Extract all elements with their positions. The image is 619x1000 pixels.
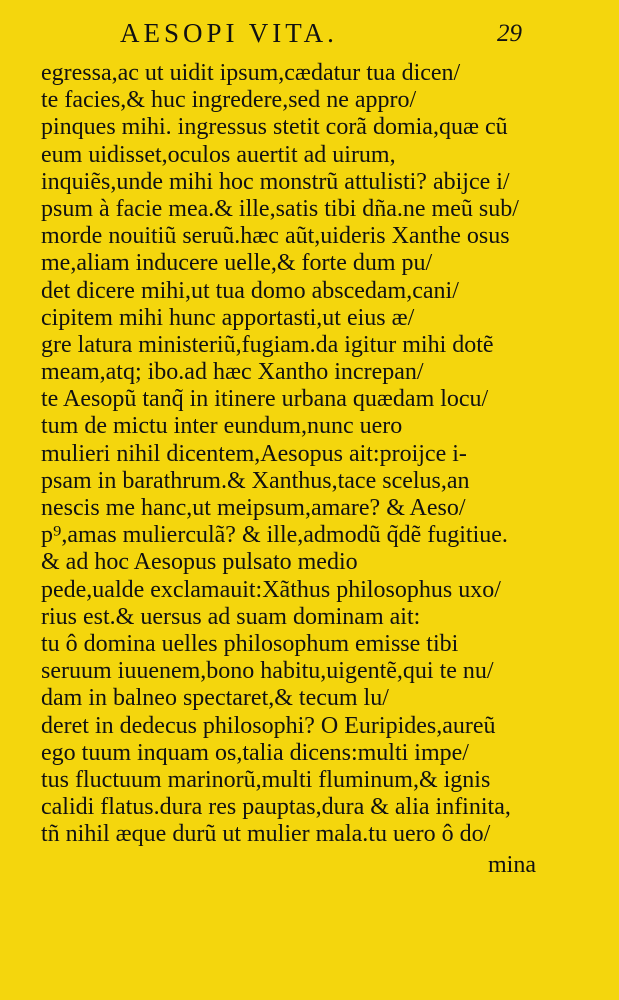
text-line-23: seruum iuuenem,bono habitu,uigentẽ,qui te nu/: [41, 658, 494, 685]
body-text: [41, 60, 561, 848]
text-line-18: p⁹,amas mulierculã? & ille,admodũ q̃dẽ fugitiue.: [41, 522, 508, 549]
running-head: AESOPI VITA.: [120, 18, 338, 48]
text-line-21: rius est.& uersus ad suam dominam ait:: [41, 603, 421, 630]
text-line-5: inquiẽs,unde mihi hoc monstrũ attulisti? abijce i/: [41, 168, 510, 195]
page-number: 29: [497, 20, 522, 47]
text-line-28: calidi flatus.dura res pauptas,dura & alia infinita,: [41, 794, 511, 821]
text-line-20: pede,ualde exclamauit:Xãthus philosophus uxo/: [41, 576, 501, 603]
text-line-7: morde nouitiũ seruũ.hæc aũt,uideris Xanthe osus: [41, 223, 510, 250]
text-line-11: gre latura ministeriũ,fugiam.da igitur mihi dotẽ: [41, 331, 494, 358]
text-line-16: psam in barathrum.& Xanthus,tace scelus,an: [41, 467, 470, 494]
text-line-1: egressa,ac ut uidit ipsum,cædatur tua dicen/: [41, 60, 461, 86]
text-line-24: dam in balneo spectaret,& tecum lu/: [41, 685, 389, 712]
catchword: mina: [488, 852, 536, 878]
text-line-15: mulieri nihil dicentem,Aesopus ait:proijce i-: [41, 440, 467, 467]
text-line-12: meam,atq; ibo.ad hæc Xantho increpan/: [41, 359, 424, 386]
text-line-22: tu ô domina uelles philosophum emisse tibi: [41, 630, 459, 657]
text-line-27: tus fluctuum marinorũ,multi fluminum,& ignis: [41, 766, 491, 793]
page-header: [0, 18, 619, 58]
text-line-8: me,aliam inducere uelle,& forte dum pu/: [41, 250, 433, 277]
text-line-17: nescis me hanc,ut meipsum,amare? & Aeso/: [41, 495, 466, 521]
text-line-19: & ad hoc Aesopus pulsato medio: [41, 549, 358, 576]
text-line-25: deret in dedecus philosophi? O Euripides,aureũ: [41, 712, 496, 739]
text-line-2: te facies,& huc ingredere,sed ne appro/: [41, 87, 417, 114]
text-line-26: ego tuum inquam os,talia dicens:multi impe/: [41, 739, 469, 766]
text-line-14: tum de mictu inter eundum,nunc uero: [41, 413, 403, 440]
text-line-4: eum uidisset,oculos auertit ad uirum,: [41, 141, 396, 168]
text-line-3: pinques mihi. ingressus stetit corã domia,quæ cũ: [41, 114, 508, 141]
text-line-13: te Aesopũ tanq̃ in itinere urbana quædam locu/: [41, 386, 489, 413]
text-line-29: tñ nihil æque durũ ut mulier mala.tu uero ô do/: [41, 821, 491, 848]
text-line-6: psum à facie mea.& ille,satis tibi dña.ne meũ sub/: [41, 195, 519, 222]
text-line-10: cipitem mihi hunc apportasti,ut eius æ/: [41, 304, 415, 331]
text-line-9: det dicere mihi,ut tua domo abscedam,cani/: [41, 277, 459, 304]
